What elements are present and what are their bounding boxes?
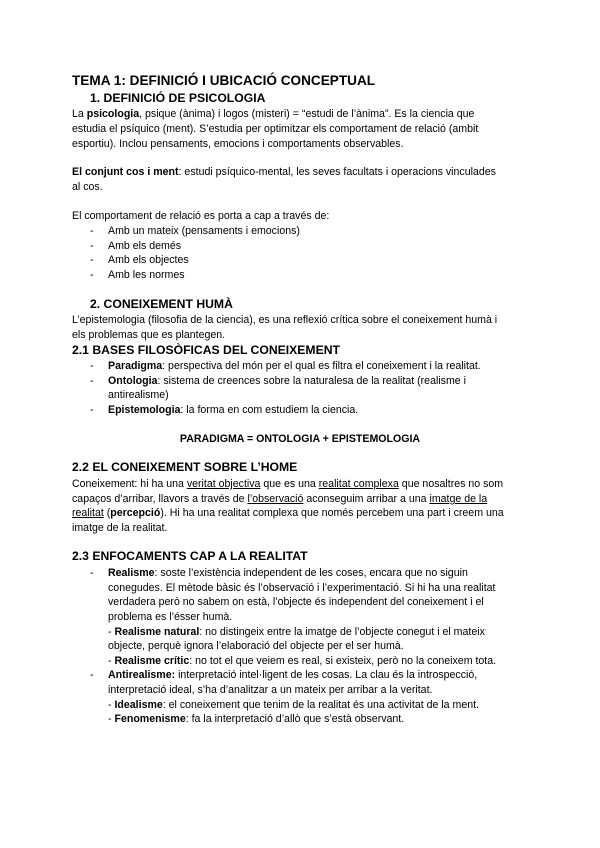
list-item-continuation: interpretació ideal, s’ha d’analitzar a un mateix per arribar a la veritat. <box>108 684 433 696</box>
list-bullet: - <box>90 360 94 372</box>
list-bullet: - <box>90 225 94 237</box>
list-item: Amb els demés <box>108 240 182 252</box>
sub-item: - Realisme crític: no tot el que veiem es real, si existeix, però no la coneixem tota. <box>108 655 497 667</box>
list-item: Realisme: soste l’existència independent de les coses, encara que no siguin <box>108 567 468 579</box>
section-2-heading: 2. CONEIXEMENT HUMÀ <box>90 297 233 311</box>
section-2-1-heading: 2.1 BASES FILOSÒFICAS DEL CONEIXEMENT <box>72 343 340 357</box>
paragraph-line: estudia el psíquico (ment). S’estudia per optimitzar els comportament de relació (ambit <box>72 123 479 135</box>
list-bullet: - <box>90 669 94 681</box>
list-item: Paradigma: perspectiva del món per el qual es filtra el coneixement i la realitat. <box>108 360 481 372</box>
list-item-continuation: verdadera però no sabem on està, l’objecte és independent del coneixement i el <box>108 596 484 608</box>
list-bullet: - <box>90 567 94 579</box>
paragraph-line: capaços d’arribar, llavors a través de l’observació aconseguim arribar a una imatge de la <box>72 493 488 505</box>
paragraph-line: al cos. <box>72 181 103 193</box>
list-bullet: - <box>90 269 94 281</box>
list-bullet: - <box>90 240 94 252</box>
paragraph-line: El comportament de relació es porta a cap a través de: <box>72 210 330 222</box>
list-item: Amb els objectes <box>108 254 189 266</box>
list-item-continuation: problema es l’ésser humà. <box>108 611 233 623</box>
list-item: Amb un mateix (pensaments i emocions) <box>108 225 300 237</box>
list-item-continuation: conegudes. El mètode bàsic és l’observació i l’experimentació. Si hi ha una realitat <box>108 582 496 594</box>
paragraph-line: El conjunt cos i ment: estudi psíquico-mental, les seves facultats i operacions vinculades <box>72 166 496 178</box>
list-bullet: - <box>90 375 94 387</box>
section-2-3-heading: 2.3 ENFOCAMENTS CAP A LA REALITAT <box>72 549 308 563</box>
list-item: Amb les normes <box>108 269 185 281</box>
sub-item: - Idealisme: el coneixement que tenim de la realitat és una activitat de la ment. <box>108 699 480 711</box>
list-bullet: - <box>90 404 94 416</box>
paragraph-line: La psicologia, psique (ànima) i logos (misteri) = “estudi de l’ànima”. Es la ciencia que <box>72 108 475 120</box>
formula: PARADIGMA = ONTOLOGIA + EPISTEMOLOGIA <box>179 433 421 445</box>
list-item: Antirealisme: interpretació intel·ligent de les cosas. La clau és la introspecció, <box>108 669 478 681</box>
section-2-2-heading: 2.2 EL CONEIXEMENT SOBRE L’HOME <box>72 460 298 474</box>
paragraph-line: Coneixement: hi ha una veritat objectiva que es una realitat complexa que nosaltres no som <box>72 478 504 490</box>
list-item: Epistemologia: la forma en com estudiem la ciencia. <box>108 404 359 416</box>
list-item-continuation: antirealisme) <box>108 389 169 401</box>
list-bullet: - <box>90 254 94 266</box>
list-item: Ontologia: sistema de creences sobre la naturalesa de la realitat (realisme i <box>108 375 466 387</box>
paragraph-line: esportiu). Inclou pensaments, emocions i comportaments observables. <box>72 138 404 150</box>
page-title: TEMA 1: DEFINICIÓ I UBICACIÓ CONCEPTUAL <box>72 73 376 88</box>
sub-item-continuation: objecte, perquè ignora l’elaboració del objecte per el ser humà. <box>108 640 404 652</box>
section-1-heading: 1. DEFINICIÓ DE PSICOLOGIA <box>90 91 266 105</box>
paragraph-line: imatge de la realitat. <box>72 522 168 534</box>
sub-item: - Fenomenisme: fa la interpretació d’allò que s’està observant. <box>108 713 405 725</box>
paragraph-line: L’epistemologia (filosofia de la ciencia), es una reflexió crítica sobre el coneixement humà i <box>72 314 498 326</box>
paragraph-line: realitat (percepció). Hi ha una realitat complexa que només percebem una part i creem una <box>72 507 504 519</box>
sub-item: - Realisme natural: no distingeix entre la imatge de l’objecte conegut i el mateix <box>108 626 485 638</box>
paragraph-line: els problemas que es plantegen. <box>72 329 226 341</box>
